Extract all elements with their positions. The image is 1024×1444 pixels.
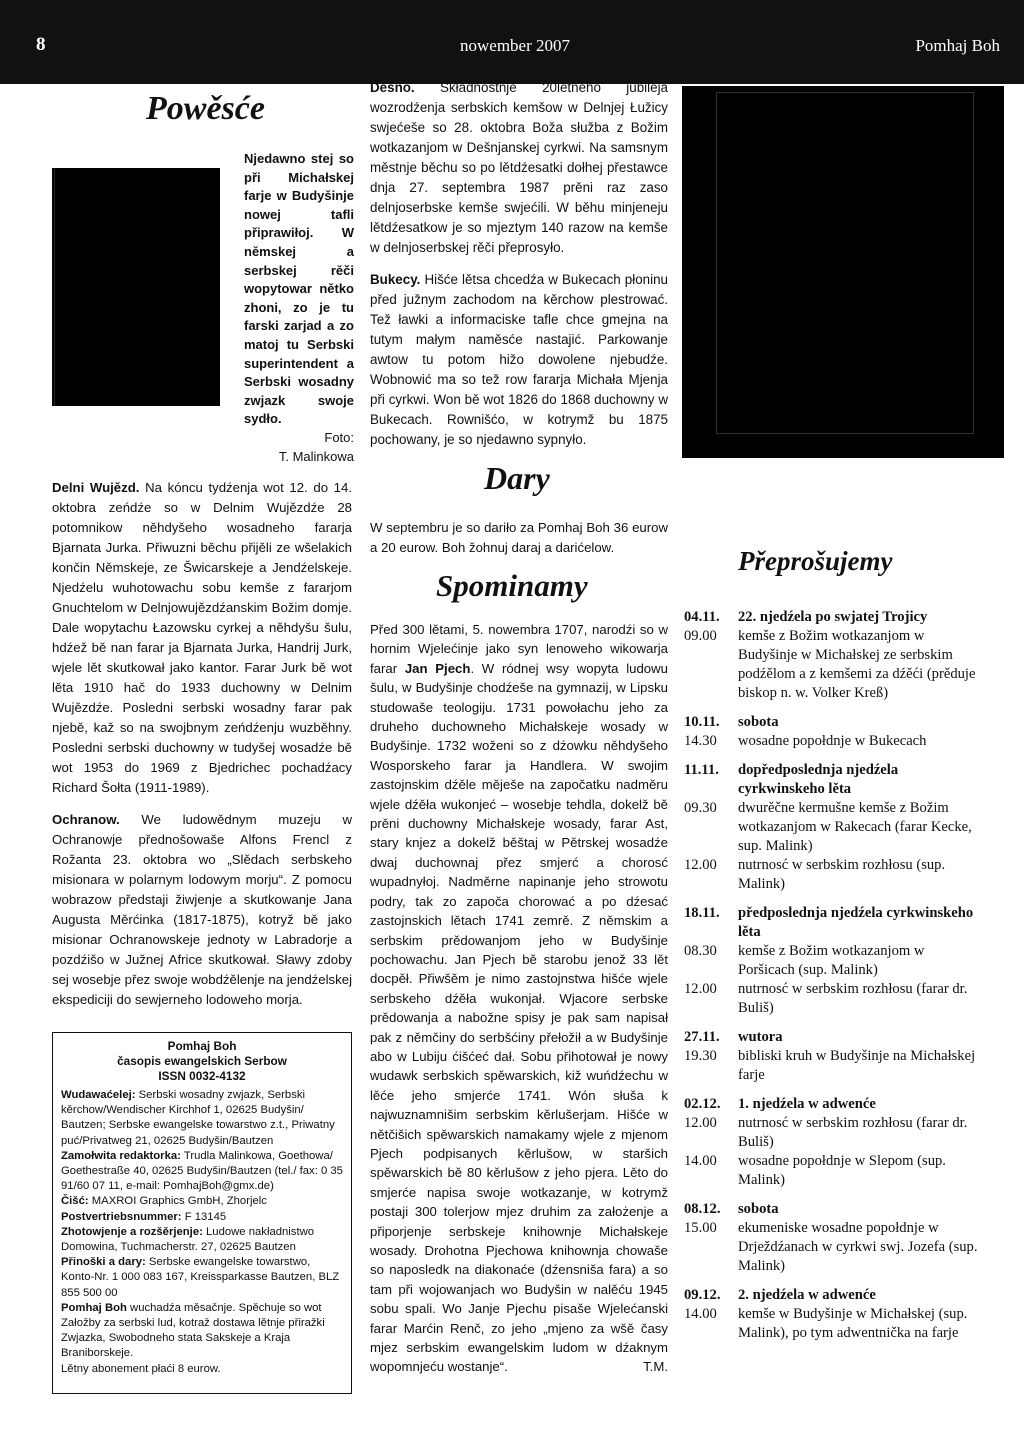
memorial-signature: T.M. [643,1359,668,1375]
schedule-time: 09.00 [684,628,717,644]
imprint-frequency: Pomhaj Boh wuchadźa měsačnje. Spěchuje so wot Załožby za serbski lud, kotraž dostawa lětnje přiražki Zwjazka, Swobodneho stata Sakskeje a Kraja Braniborskeje. [61,1301,325,1360]
title-spominamy: Spominamy [436,568,588,603]
schedule-item [684,1152,984,1190]
imprint-publishers: Wudawaćelej: Serbski wosadny zwjazk, Serbski kěrchow/Wendischer Kirchhof 1, 02625 Budyšin/ Bautzen; Serbske ewangelske towarstwo z.t., Priwatny puć/Privatweg 21, 02625 Budyšin/Bautzen [61,1089,335,1147]
schedule-time: 15.00 [684,1220,717,1236]
schedule-text: bibliski kruh w Budyšinje na Michałskej farje [738,1048,976,1083]
imprint-issn: ISSN 0032-4132 [158,1069,246,1083]
schedule-time: 12.00 [684,1115,717,1131]
imprint-donations: Přinoški a dary: Serbske ewangelske towarstwo, Konto-Nr. 1 000 083 167, Kreissparkasse Bautzen, BLZ 855 500 00 [61,1256,340,1299]
schedule-day-title: sobota [738,1201,779,1217]
imprint-post: Postvertriebsnummer: F 13145 [61,1210,227,1223]
schedule-day-header [684,904,984,942]
schedule-text: wosadne popołdnje w Slepom (sup. Malink) [738,1153,946,1188]
schedule-time: 08.30 [684,943,717,959]
schedule-text: wosadne popołdnje w Bukecach [738,733,927,749]
schedule-time: 14.30 [684,733,717,749]
news-delni-wujezd [52,478,352,798]
page-number: 8 [36,34,46,55]
schedule-day-title: dopředposlednja njedźela cyrkwinskeho lěta [738,762,899,797]
schedule-text: nutrnosć w serbskim rozhłosu (sup. Malink) [738,857,946,892]
column-2-memorial [370,620,668,1377]
schedule-item [684,627,984,703]
schedule-item [684,799,984,856]
caption-text: Njedawno stej so při Michałskej farje w Budyšinje nowej tafli připrawiłoj. W němskej a serbskej rěči wopytowar nětko zhoni, zo je tu farski zarjad a zo matoj tu Serbski superintendent a Serbski wosadny zwjazk swoje sydło. [244,151,354,427]
schedule-date: 08.12. [684,1201,721,1217]
schedule-gap [684,1343,984,1353]
imprint-production: Zhotowjenje a rozšěrjenje: Ludowe nakładnistwo Domowina, Tuchmacherstr. 27, 02625 Bautzen [61,1225,315,1254]
schedule-day-title: sobota [738,714,779,730]
schedule-text: ekumeniske wosadne popołdnje w Drježdźanach w cyrkwi swj. Jozefa (sup. Malink) [738,1220,978,1274]
imprint-editor: Zamołwita redaktorka: Trudla Malinkowa, Goethowa/ Goethestraße 40, 02625 Budyšin/Bautzen (tel./ fax: 0 35 91/60 07 11, e-mail: PomhajBoh@gmx.de) [61,1149,343,1193]
schedule-date: 04.11. [684,609,720,625]
title-dary: Dary [484,460,550,496]
schedule-gap [684,894,984,904]
schedule-time: 09.30 [684,800,717,816]
schedule-gap [684,1085,984,1095]
schedule-gap [684,1190,984,1200]
donations-text: W septembru je so dariło za Pomhaj Boh 36 eurow a 20 eurow. Boh žohnuj daraj a darićelow. [370,520,668,555]
event-schedule [684,608,984,1353]
schedule-item [684,980,984,1018]
schedule-text: nutrnosć w serbskim rozhłosu (farar dr. Buliš) [738,981,968,1016]
schedule-date: 18.11. [684,905,720,921]
schedule-item [684,1305,984,1343]
schedule-item [684,1047,984,1085]
news-ochranow [52,810,352,1010]
page-header [0,0,1024,84]
schedule-item [684,942,984,980]
schedule-day-header [684,1095,984,1114]
lead-delni-wujezd: Delni Wujězd. [52,480,140,495]
schedule-day-title: 22. njedźela po swjatej Trojicy [738,609,928,625]
text-ochranow: We ludowědnym muzeju w Ochranowje přednošowaše Alfons Frencl z Rožanta 23. oktobra wo „Slědach serbskeho misionara w polarnym lodowym morju“. Z pomocu wobrazow předstaji žiwjenje a skutkowanje Jana Augusta Měrćinka (1817-1875), kotryž bě jako misionar Ochranowskeje jednoty w Labradorje a pozdźišo w Južnej Africe skutkował. Sławy zdoby sej wosebje přez swoje wobdźělenje na jendźelskej ekspediciji do sewjerneho lodoweho morja. [52,812,353,1007]
schedule-gap [684,751,984,761]
schedule-item [684,732,984,751]
schedule-item [684,1219,984,1276]
schedule-day-title: 1. njedźela w adwenće [738,1096,876,1112]
schedule-text: kemše w Budyšinje w Michałskej (sup. Malink), po tym adwentnička na farje [738,1306,968,1341]
lead-ochranow: Ochranow. [52,812,120,827]
paper-name: Pomhaj Boh [915,36,1000,55]
schedule-day-title: 2. njedźela w adwenće [738,1287,876,1303]
column-1 [52,478,352,1010]
imprint-print: Čišć: MAXROI Graphics GmbH, Zhorjelc [61,1195,267,1208]
imprint-subscription: Lětny abonement płaći 8 eurow. [61,1362,221,1375]
news-bukecy: Bukecy. Hišće lětsa chcedźa w Bukecach płoninu před južnym zachodom na kěrchow plestrować. Tež ławki a informaciske tafle chce gmejna na tutym małym naměsće nastajić. Parkowanje awtow tu potom hižo dowolene njebudźe. Wobnowić ma so tež row fararja Michała Mjenja při cyrkwi. Won bě wot 1826 do 1868 duchowny w Bukecach. Rownišćo, w kotrymž bu 1875 pochowany, je so njedawno sypnyło. [370,272,668,447]
schedule-time: 19.30 [684,1048,717,1064]
imprint-box [52,1032,352,1394]
schedule-text: kemše z Božim wotkazanjom w Poršicach (sup. Malink) [738,943,925,978]
schedule-item [684,1114,984,1152]
schedule-gap [684,1018,984,1028]
schedule-time: 14.00 [684,1306,717,1322]
schedule-gap [684,703,984,713]
schedule-gap [684,1276,984,1286]
schedule-text: nutrnosć w serbskim rozhłosu (farar dr. Buliš) [738,1115,968,1150]
schedule-time: 12.00 [684,981,717,997]
schedule-text: kemše z Božim wotkazanjom w Budyšinje w Michałskej ze serbskim podźělom a z kemšemi za dźěći (prěduje biskop n. w. Volker Kreß) [738,628,976,701]
imprint-subtitle: časopis ewangelskich Serbow [117,1054,287,1068]
title-preprosujemy: Přeprošujemy [738,546,893,576]
schedule-date: 02.12. [684,1096,721,1112]
caption-credit-label: Foto: [324,429,354,445]
portrait-photo [682,86,1004,458]
church-sign-photo [52,168,220,406]
schedule-date: 10.11. [684,714,720,730]
schedule-time: 12.00 [684,857,717,873]
schedule-day-header [684,713,984,732]
photo-caption [244,150,354,466]
schedule-day-header [684,608,984,627]
issue-date: nowember 2007 [460,36,571,55]
schedule-time: 14.00 [684,1153,717,1169]
schedule-date: 27.11. [684,1029,720,1045]
column-2-top [370,78,668,450]
schedule-text: dwurěčne kermušne kemše z Božim wotkazanjom w Rakecach (farar Kecke, sup. Malink) [738,800,972,854]
schedule-date: 09.12. [684,1287,721,1303]
schedule-day-header [684,761,984,799]
schedule-day-header [684,1286,984,1305]
schedule-day-header [684,1028,984,1047]
title-poweste: Powěsće [146,90,265,127]
news-desno: Dešno. Składnostnje 20lětneho jubileja wozrodźenja serbskich kemšow w Delnjej Łužicy swjećeše so 28. oktobra Boža słužba z Božim wotkazanjom w Dešnjanskej cyrkwi. Na samsnym městnje běchu so po lětdźesatki dołhej přestawce dnja 27. septembra 1987 prěni raz zaso delnjoserbske kemše swjećili. W běhu minjeneju lětdźesatkow je so mjeztym 140 razow na kemše w delnjoserbskej rěči přeprosyło. [370,80,668,255]
memorial-name: Jan Pjech [404,660,471,676]
schedule-item [684,856,984,894]
caption-credit-name: T. Malinkowa [278,448,354,464]
text-delni-wujezd: Na kóncu tydźenja wot 12. do 14. oktobra zeńdźe so w Delnim Wujězdźe 28 potomnikow něhdyšeho wosadneho fararja Bjarnata Jurka. Přiwuzni běchu přijěli ze wšelakich končin Němskeje, ze Šwicarskeje a Jendźelskeje. Njedźelu wuhotowachu sobu kemše z fararjom Gnuchtelom w Delnjowujězdźanskim Božim domje. Dale wopytachu Łazowsku cyrkej a něhdyšu šulu, hdźež bě nan farar ja Bjarnata Jurka, Handrij Jurk, wjele lět skutkował jako kantor. Farar Jurk bě wot lěta 1910 hač do 1933 duchowny w Delnim Wujězdźe. Posledni serbski wosadny farar pak njebě, kaž so na swojbnym zeńdźenju wuzběhny. Posledni serbski duchowny w tudyšej wosadźe bě wot 1953 do 1969 z Bjedrichec pochadźacy Richard Šołta (1911-1989). [52,480,353,795]
imprint-title: Pomhaj Boh [167,1039,237,1053]
schedule-date: 11.11. [684,762,719,778]
schedule-day-header [684,1200,984,1219]
schedule-day-title: wutora [738,1029,783,1045]
schedule-day-title: předposlednja njedźela cyrkwinskeho lěta [738,905,974,940]
memorial-text: Před 300 lětami, 5. nowembra 1707, narodźi so w hornim Wjelećinje jako syn lenoweho wikowarja farar Jan Pjech. W ródnej wsy wopyta ludowu šulu, w Budyšinje chodźeše na gymnazij, w Lipsku studowaše teologiju. 1731 powołachu jeho za druheho duchowneho Michałskeje wosady w Budyšinje. 1732 woženi so z dźowku něhdyšeho Wosporskeho farar ja Handlera. W swojim zastojnskim dźěle měješe na započatku nadměru wjele dźěła wukonjeć – wosebje tehdla, dokelž bě prěni duchowny Michałskeje wosady, farar Ast, stary knjez a dokelž běštaj w Pětrskej wosadźe dwaj duchownaj přez smjerć a chorosć wupadnyłoj. Nadměrne napinanje jeho strowotu podry, tak zo započa chorować a po dźesać zastojnskich lětach 1741 zemrě. Z němskim a serbskim prědowanjom jeho w Budyšinje pochowachu. Jan Pjech bě starobu jenož 33 lět docpěł. Přiwšěm je nimo zastojnstwa hišće wjele serbskeho dźěła wukonjał. Wjacore serbske prědowanja a nabožne spisy je pak sam napisał pak z němčiny do serbšćiny přełožił a w Budyšinje abo w Lubiju ćišćeć dał. Sobu přihotował je nowy wudawk serbskich spěwarskich, kiž wuńdźechu w lěće jeho smjerće 1741. Wón słuša k najwuznamnišim serbskim kěrlušerjam. Hišće w nětčišich spěwarskich namakamy wjele z mjenom Pjech podpisanych kěrlušow, w staršich spěwarskich bě 80 kěrlušow z jeho pjera. Lěto do smjerće napisa swoje wotkazanje, w kotrymž postaji 300 tolerjow mjez druhim za założenje a připorjenje serbskeje knihownje Michałskeje wosady. Drohotna Pjechowa knihownja chowaše so naposledk na diakonaće (dźensniša fara) a so tam při wojowanjach wo Budyšin w nalěću 1945 sobu spali. Wo Janje Pjechu pisaše Wjelećanski farar Marćin Renč, zo jeho „mjeno za wšě časy mjez serbskim ewangelskim ludom w dźaknym wopomnjeću wostanje“. T.M. [370,620,668,1377]
